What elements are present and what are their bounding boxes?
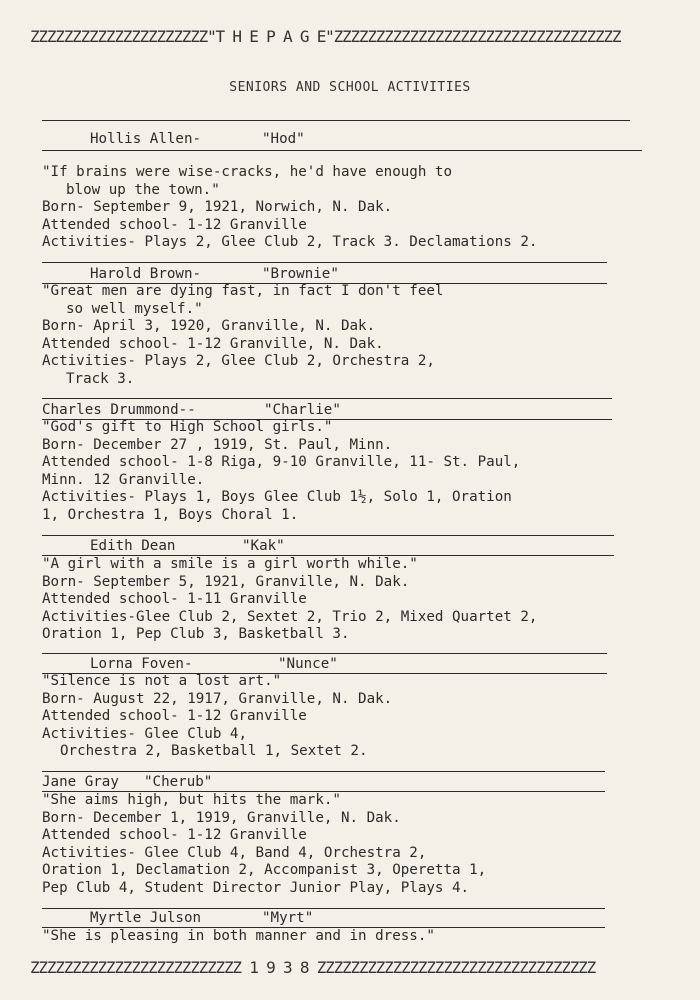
senior-name: Harold Brown- [90,266,202,282]
senior-attended-cont: Minn. 12 Granville. [42,471,205,488]
senior-quote: "A girl with a smile is a girl worth while." [42,556,418,572]
senior-activities: Activities-Glee Club 2, Sextet 2, Trio 2, Mixed Quartet 2, [42,608,538,625]
senior-nickname: "Charlie" [264,402,341,418]
senior-activities: Activities- Plays 1, Boys Glee Club 1½, Solo 1, Oration [42,489,512,505]
senior-born: Born- December 1, 1919, Granville, N. Dak. [42,809,401,826]
senior-quote: "If brains were wise-cracks, he'd have enough to [42,164,452,180]
senior-attended: Attended school- 1-12 Granville [42,708,307,724]
senior-quote: "Silence is not a lost art." [42,673,282,689]
senior-entry [42,402,662,420]
senior-activities: Activities- Plays 2, Glee Club 2, Orchestra 2, [42,353,435,369]
senior-activities: Activities- Plays 2, Glee Club 2, Track 3. Declamations 2. [42,234,538,250]
senior-name: Charles Drummond-- [42,402,196,418]
senior-entry [42,656,662,674]
senior-attended: Attended school- 1-8 Riga, 9-10 Granville, 11- St. Paul, [42,454,521,470]
senior-name-line [42,774,662,792]
senior-born: Born- August 22, 1917, Granville, N. Dak. [42,690,393,707]
senior-nickname: "Brownie" [262,266,339,282]
senior-entry [42,538,662,556]
senior-details [42,928,662,946]
senior-born: Born- April 3, 1920, Granville, N. Dak. [42,318,376,334]
senior-name-line [42,402,662,420]
senior-activities-cont: Orchestra 2, Basketball 1, Sextet 2. [60,743,368,759]
senior-name-line [42,656,662,674]
senior-quote: "She is pleasing in both manner and in dress." [42,928,435,944]
divider-rule [42,150,642,151]
divider-rule [42,398,612,399]
senior-details [42,556,662,644]
senior-quote: "Great men are dying fast, in fact I don't feel [42,283,444,299]
senior-quote: "God's gift to High School girls." [42,419,333,435]
senior-name: Lorna Foven- [90,656,193,672]
senior-name: Jane Gray [42,774,119,790]
senior-attended: Attended school- 1-12 Granville [42,827,307,843]
senior-attended: Attended school- 1-12 Granville, N. Dak. [42,335,384,352]
divider-rule [42,262,607,263]
senior-attended: Attended school- 1-11 Granville [42,591,307,607]
senior-born: Born- September 9, 1921, Norwich, N. Dak. [42,199,393,215]
divider-rule [42,771,605,772]
senior-activities: Activities- Glee Club 4, [42,725,247,742]
senior-nickname: "Kak" [242,538,285,554]
divider-rule [42,535,614,536]
senior-details [42,283,662,388]
top-border: ZZZZZZZZZZZZZZZZZZZZZ"T H E P A G E"ZZZZZZZZZZZZZZZZZZZZZZZZZZZZZZZZZZ [30,27,621,46]
senior-nickname: "Nunce" [278,656,338,672]
senior-activities: Activities- Glee Club 4, Band 4, Orchestra 2, [42,844,427,861]
senior-quote: "She aims high, but hits the mark." [42,792,341,808]
senior-activities-cont: Oration 1, Declamation 2, Accompanist 3, Operetta 1, [42,862,487,878]
divider-rule [42,908,605,909]
senior-activities-cont: 1, Orchestra 1, Boys Choral 1. [42,506,299,523]
senior-entry [42,910,662,928]
page-title: SENIORS AND SCHOOL ACTIVITIES [229,80,471,95]
bottom-border: ZZZZZZZZZZZZZZZZZZZZZZZZZ 1 9 3 8 ZZZZZZZZZZZZZZZZZZZZZZZZZZZZZZZZZ [30,958,595,977]
senior-name-line [42,131,662,149]
senior-name-line [42,910,662,928]
senior-entry [42,266,662,284]
senior-details [42,164,662,252]
senior-activities-cont: Pep Club 4, Student Director Junior Play, Plays 4. [42,879,470,896]
senior-name: Myrtle Julson [90,910,202,926]
senior-details [42,792,662,897]
senior-activities-cont: Oration 1, Pep Club 3, Basketball 3. [42,626,350,642]
senior-name: Hollis Allen- [90,131,202,147]
senior-name: Edith Dean [90,538,176,554]
senior-attended: Attended school- 1-12 Granville [42,216,307,233]
senior-quote-cont: blow up the town." [66,181,220,198]
divider-rule [42,653,607,654]
senior-quote-cont: so well myself." [66,300,203,317]
senior-name-line [42,538,662,556]
senior-details [42,419,662,524]
senior-nickname: "Hod" [262,131,305,147]
senior-details [42,673,662,761]
senior-entry [42,774,662,792]
senior-entry [42,131,662,149]
senior-nickname: "Cherub" [144,774,213,790]
senior-name-line [42,266,662,284]
senior-born: Born- December 27 , 1919, St. Paul, Minn. [42,436,393,453]
senior-nickname: "Myrt" [262,910,314,926]
divider-rule [42,120,630,121]
senior-born: Born- September 5, 1921, Granville, N. Dak. [42,573,410,590]
senior-activities-cont: Track 3. [66,370,135,387]
